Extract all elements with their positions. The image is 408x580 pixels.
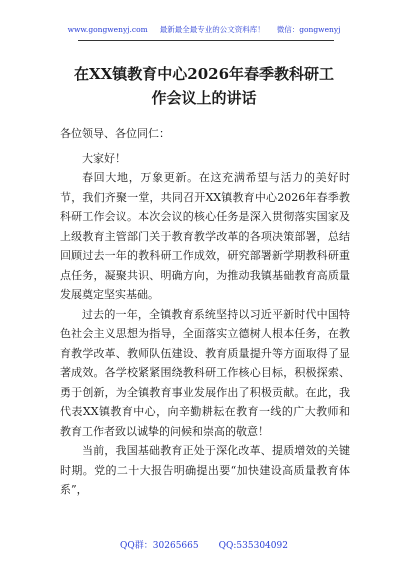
greeting: 大家好！ (82, 151, 126, 165)
header-divider (78, 40, 334, 41)
document-body (60, 124, 350, 500)
title-line-1: 在XX镇教育中心2026年春季教科研工 (73, 65, 335, 83)
page-header (0, 24, 408, 35)
footer-qq: QQ:535304092 (218, 541, 288, 551)
salutation: 各位领导、各位同仁： (60, 127, 170, 140)
page-footer (0, 538, 408, 551)
paragraph-3: 当前，我国基础教育正处于深化改革、提质增效的关键时期。党的二十大报告明确提出要“加快建设高质量教育体系”， (60, 444, 350, 496)
title-line-2: 作会议上的讲话 (151, 89, 257, 107)
header-wechat: 微信：gongwenyj (276, 25, 341, 34)
paragraph-2: 过去的一年，全镇教育系统坚持以习近平新时代中国特色社会主义思想为指导，全面落实立德树人根本任务，在教育教学改革、教师队伍建设、教育质量提升等方面取得了显著成效。各学校紧紧围绕教科研工作核心目标，积极探索、勇于创新，为全镇教育事业发展作出了积极贡献。在此，我代表XX镇教育中心，向辛勤耕耘在教育一线的广大教师和教育工作者致以诚挚的问候和崇高的敬意！ (60, 307, 350, 438)
header-slogan: 最新最全最专业的公文资料库！ (159, 25, 265, 34)
header-site-link[interactable]: www.gongwenyj.com (67, 25, 148, 34)
document-title (40, 62, 368, 110)
footer-qq-group: QQ群：30265665 (120, 541, 199, 551)
paragraph-1: 春回大地，万象更新。在这充满希望与活力的美好时节，我们齐聚一堂，共同召开XX镇教育中心2026年春季教科研工作会议。本次会议的核心任务是深入贯彻落实国家及上级教育主管部门关于教育教学改革的各项决策部署，总结回顾过去一年的教科研工作成效，研究部署新学期教科研重点任务，凝聚共识、明确方向，为推动我镇基础教育高质量发展奠定坚实基础。 (60, 171, 350, 301)
